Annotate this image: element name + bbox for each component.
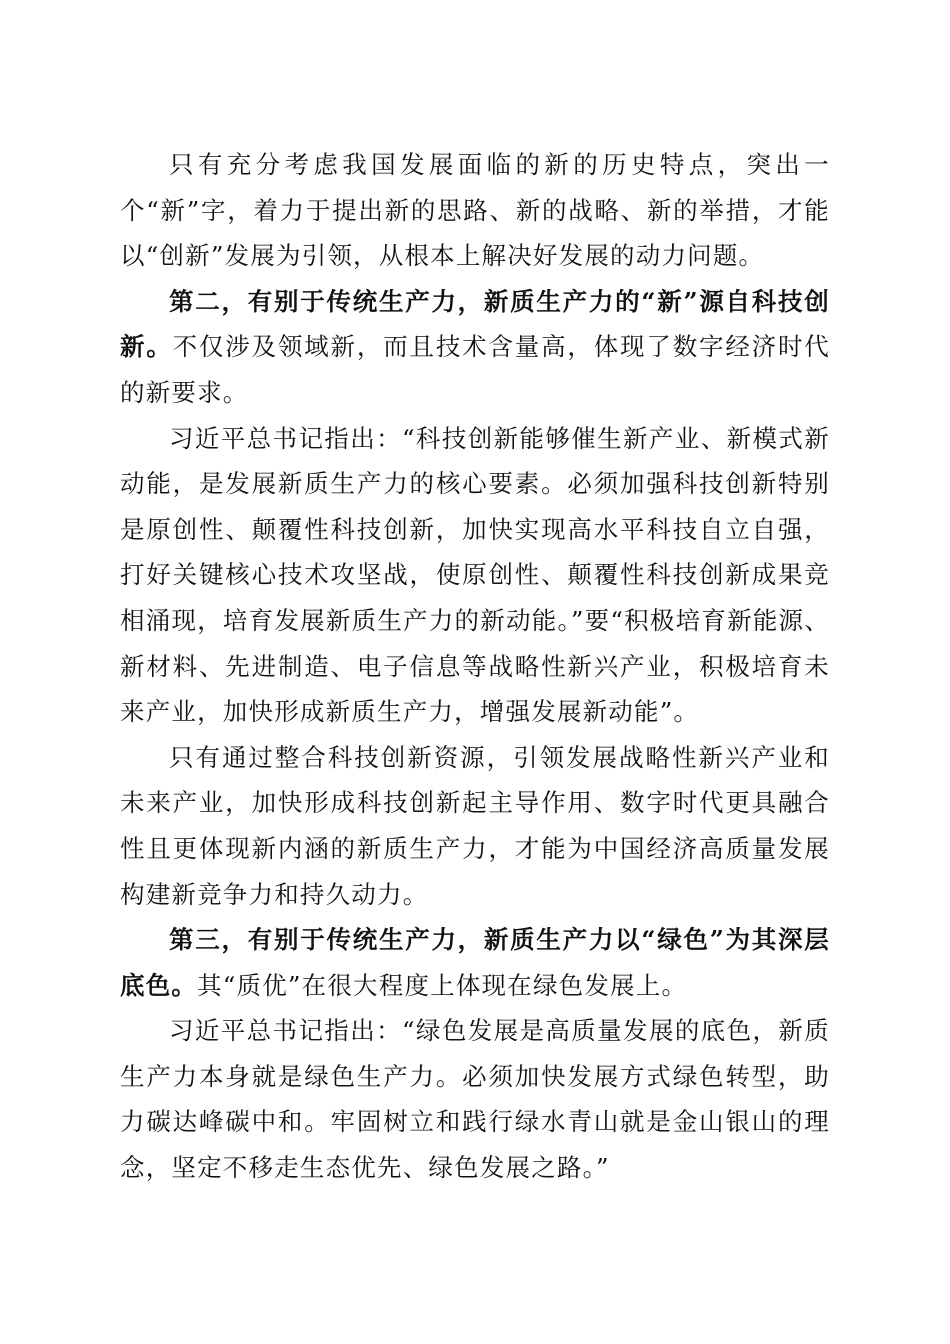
paragraph-second-point: [120, 279, 830, 416]
paragraph-quote-green-development: [120, 1008, 830, 1190]
paragraph-text: 只有充分考虑我国发展面临的新的历史特点，突出一个“新”字，着力于提出新的思路、新的战略、新的举措，才能以“创新”发展为引领，从根本上解决好发展的动力问题。: [120, 150, 830, 271]
paragraph-text: 只有通过整合科技创新资源，引领发展战略性新兴产业和未来产业，加快形成科技创新起主导作用、数字时代更具融合性且更体现新内涵的新质生产力，才能为中国经济高质量发展构建新竞争力和持久动力。: [120, 742, 830, 909]
paragraph-text: 习近平总书记指出：“科技创新能够催生新产业、新模式新动能，是发展新质生产力的核心要素。必须加强科技创新特别是原创性、颠覆性科技创新，加快实现高水平科技自立自强，打好关键核心技术攻坚战，使原创性、颠覆性科技创新成果竞相涌现，培育发展新质生产力的新动能。”要“积极培育新能源、新材料、先进制造、电子信息等战略性新兴产业，积极培育未来产业，加快形成新质生产力，增强发展新动能”。: [120, 423, 830, 727]
paragraph-quote-tech-innovation: [120, 416, 830, 735]
paragraph-text: 习近平总书记指出：“绿色发展是高质量发展的底色，新质生产力本身就是绿色生产力。必须加快发展方式绿色转型，助力碳达峰碳中和。牢固树立和践行绿水青山就是金山银山的理念，坚定不移走生态优先、绿色发展之路。”: [120, 1016, 830, 1183]
document-page: [120, 142, 830, 1191]
paragraph-text: 不仅涉及领域新，而且技术含量高，体现了数字经济时代的新要求。: [120, 332, 830, 407]
paragraph-text: 其“质优”在很大程度上体现在绿色发展上。: [197, 970, 688, 1000]
paragraph-innovation-conclusion: [120, 142, 830, 279]
paragraph-tech-conclusion: [120, 735, 830, 917]
paragraph-heading-second: 第二，有别于传统生产力，新质生产力的“新”源自科技创新。: [120, 286, 830, 362]
paragraph-heading-third: 第三，有别于传统生产力，新质生产力以“绿色”为其深层底色。: [120, 925, 830, 1000]
paragraph-third-point: [120, 917, 830, 1008]
